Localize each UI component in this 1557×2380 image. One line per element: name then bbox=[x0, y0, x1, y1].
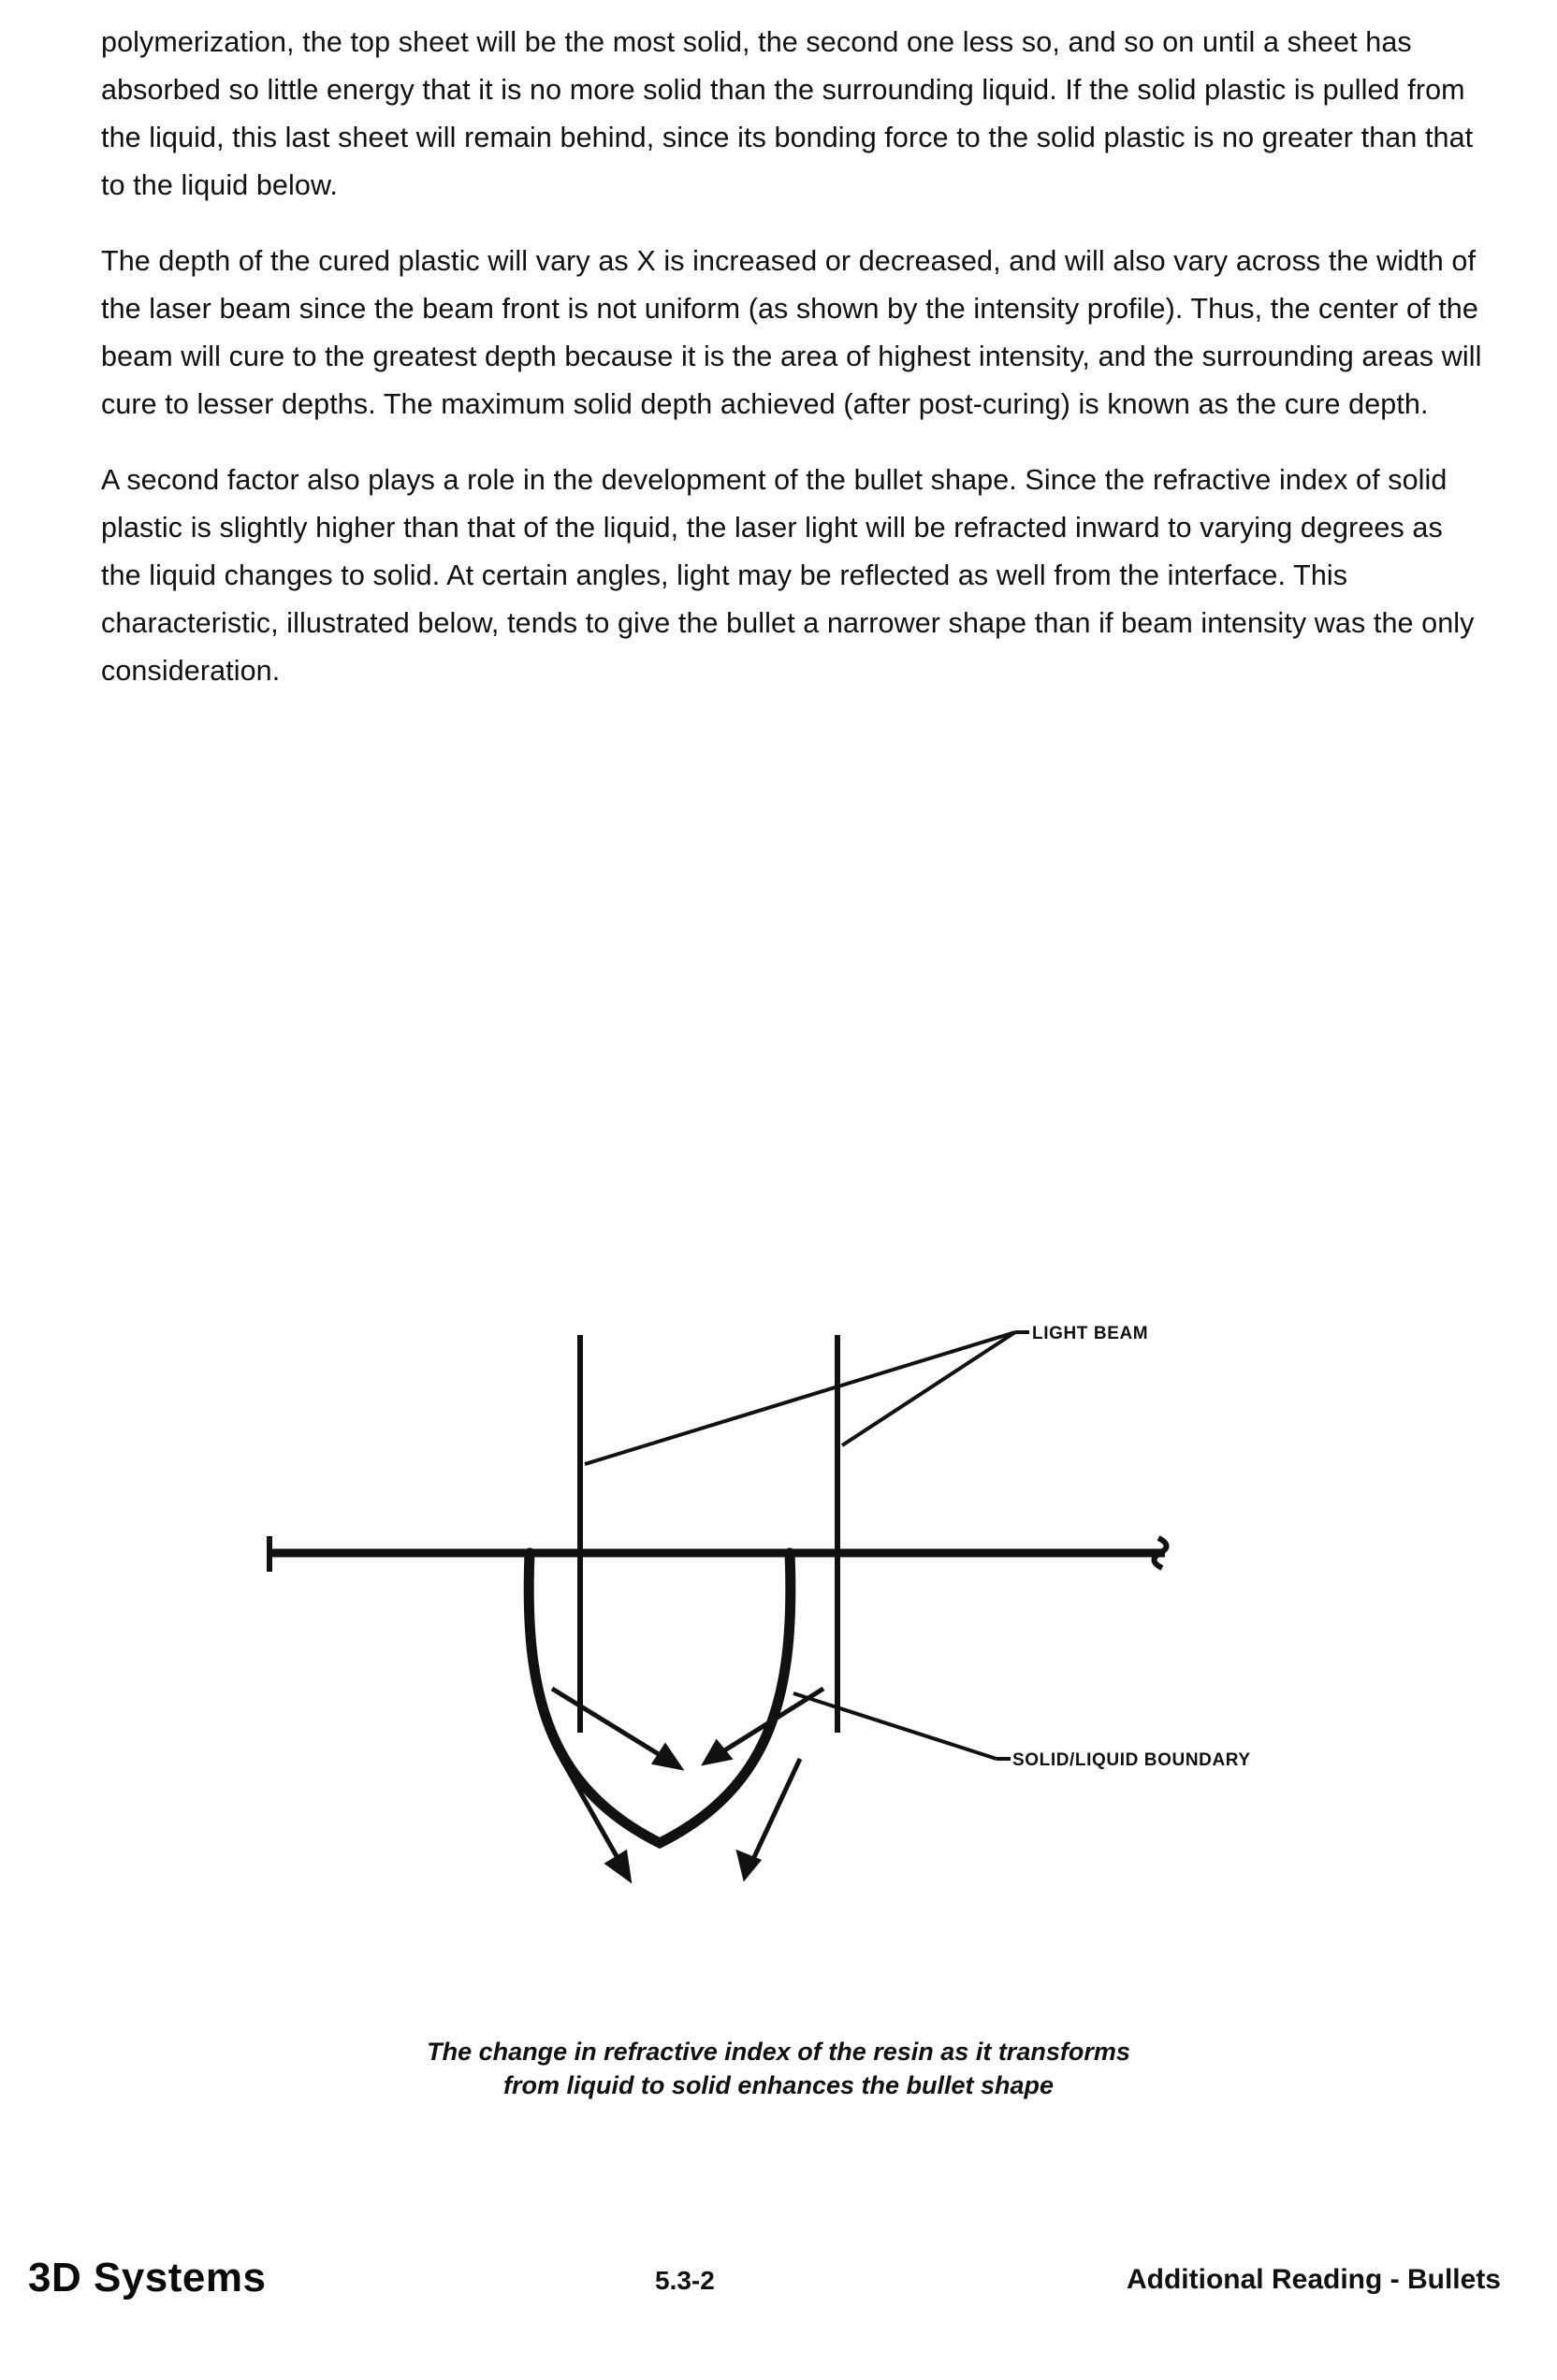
surface-right-break bbox=[1154, 1538, 1166, 1568]
footer-page-number: 5.3-2 bbox=[655, 2266, 715, 2295]
figure-bullet-refraction bbox=[0, 1291, 1557, 2133]
paragraph-1: polymerization, the top sheet will be the most solid, the second one less so, and so on until a sheet has absorbed so little energy that it is no more solid than the surrounding liquid. If the solid plastic is pulled from the liquid, this last sheet will remain behind, since its bonding force to the solid plastic is no greater than that to the liquid below. bbox=[101, 26, 1474, 201]
figure-caption-line-1: The change in refractive index of the resin as it transforms bbox=[427, 2038, 1130, 2066]
footer-company: 3D Systems bbox=[28, 2255, 267, 2300]
figure-caption-line-2: from liquid to solid enhances the bullet shape bbox=[502, 2071, 1055, 2099]
light-beam-leader-2 bbox=[842, 1332, 1015, 1445]
paragraph-3: A second factor also plays a role in the development of the bullet shape. Since the refractive index of solid plastic is slightly higher than that of the liquid, the laser light will be refracted inward to varying degrees as the liquid changes to solid. At certain angles, light may be reflected as well from the interface. This characteristic, illustrated below, tends to give the bullet a narrower shape than if beam intensity was the only consideration. bbox=[101, 464, 1475, 687]
light-beam-leader-1 bbox=[585, 1332, 1015, 1464]
refracted-rays bbox=[552, 1689, 823, 1879]
light-beam-label: LIGHT BEAM bbox=[1032, 1324, 1149, 1343]
paragraph-2: The depth of the cured plastic will vary as X is increased or decreased, and will also vary across the width of the laser beam since the beam front is not uniform (as shown by the intensity profile). Thus, the center of the beam will cure to the greatest depth because it is the area of highest intensity, and the surrounding areas will cure to lesser depths. The maximum solid depth achieved (after post-curing) is known as the cure depth. bbox=[101, 245, 1482, 420]
solid-liquid-boundary-label: SOLID/LIQUID BOUNDARY bbox=[1012, 1750, 1251, 1770]
boundary-leader bbox=[793, 1693, 997, 1759]
footer-section-title: Additional Reading - Bullets bbox=[1126, 2264, 1501, 2295]
figure-caption bbox=[0, 2035, 1557, 2102]
figure-svg bbox=[0, 1291, 1557, 2133]
page-footer bbox=[0, 2255, 1557, 2320]
body-text-column bbox=[101, 19, 1486, 723]
